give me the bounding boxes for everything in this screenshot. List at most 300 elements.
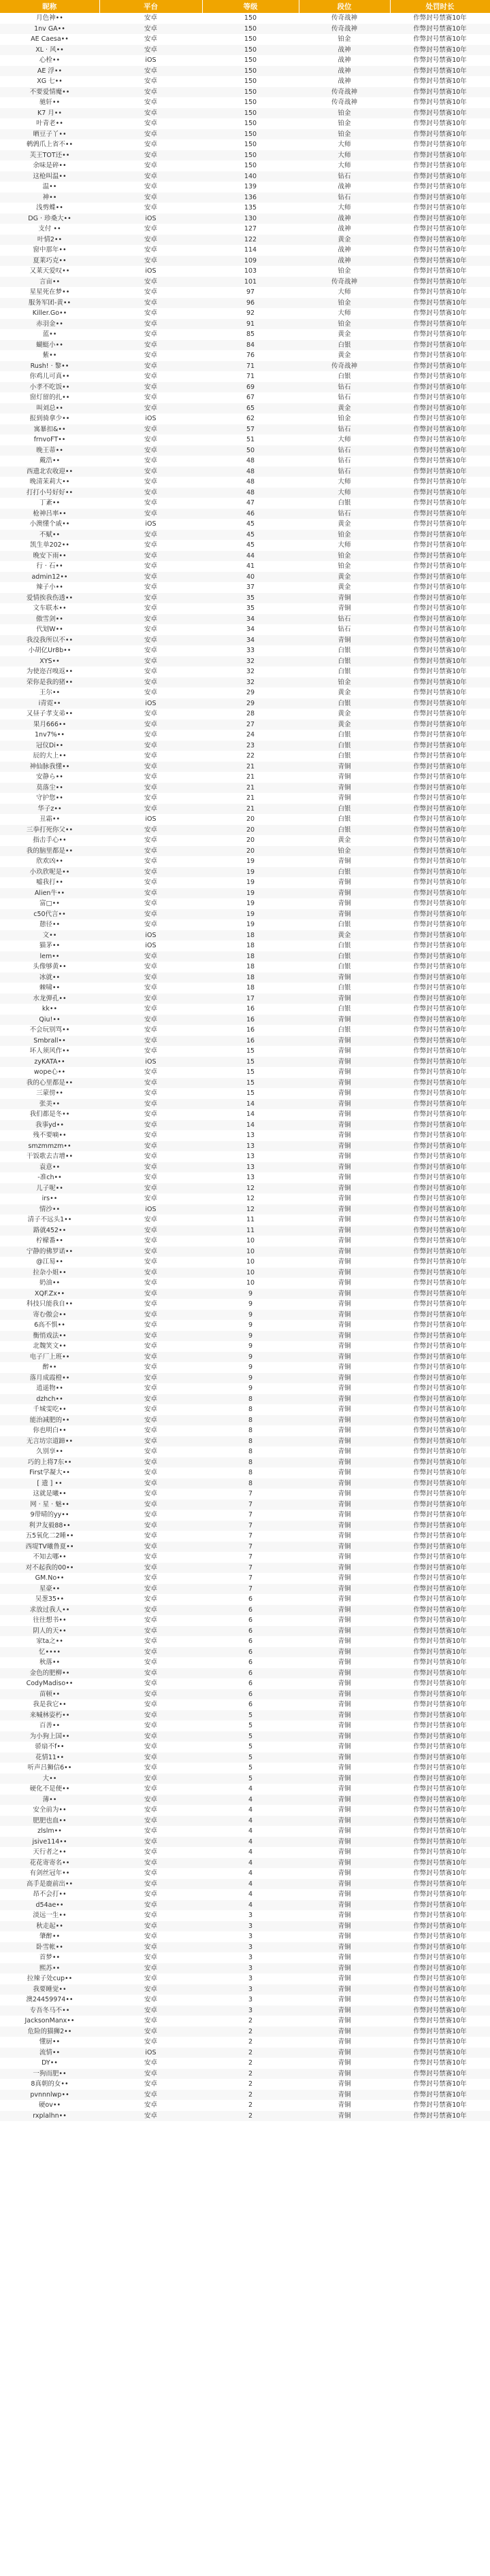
cell-rank: 传奇战神	[299, 87, 390, 98]
cell-platform: 安卓	[99, 2027, 202, 2037]
cell-level: 21	[246, 773, 255, 781]
cell-nickname: 秋走起••	[0, 1921, 99, 1932]
cell-penalty: 作弊封号禁赛10年	[390, 846, 490, 857]
cell-nickname: GM.No••	[35, 1574, 65, 1582]
cell-level: 8	[202, 1457, 299, 1468]
cell-level: 48	[246, 478, 255, 486]
cell-level: 150	[202, 87, 299, 98]
cell-penalty: 作弊封号禁赛10年	[390, 1078, 490, 1089]
cell-nickname: 星豪••	[0, 1584, 99, 1595]
cell-penalty: 作弊封号禁赛10年	[413, 1195, 467, 1202]
table-row	[0, 1183, 490, 1194]
cell-penalty: 作弊封号禁赛10年	[413, 2038, 467, 2046]
cell-rank: 青铜	[338, 1616, 351, 1624]
cell-level: 4	[248, 1785, 253, 1793]
cell-platform: 安卓	[99, 530, 202, 541]
cell-platform: 安卓	[144, 1595, 157, 1603]
cell-platform: 安卓	[144, 2017, 157, 2024]
table-row	[0, 561, 490, 572]
cell-platform: 安卓	[144, 1722, 157, 1729]
table-row	[0, 1995, 490, 2005]
cell-platform: iOS	[99, 1057, 202, 1068]
cell-nickname: 水龙弹孔••	[0, 994, 99, 1004]
cell-platform: 安卓	[99, 1668, 202, 1679]
cell-nickname: 骄扇不f••	[35, 1743, 65, 1750]
cell-penalty: 作弊封号禁赛10年	[390, 361, 490, 372]
table-row	[0, 361, 490, 372]
cell-platform: 安卓	[99, 403, 202, 414]
cell-platform: 安卓	[144, 120, 157, 127]
cell-nickname: 行 · 石••	[36, 562, 63, 570]
cell-rank: 青铜	[338, 858, 351, 865]
cell-rank: 青铜	[299, 1984, 390, 1995]
cell-penalty: 作弊封号禁赛10年	[390, 214, 490, 224]
table-row	[0, 235, 490, 245]
cell-rank: 青铜	[338, 1975, 351, 1982]
cell-level: 3	[248, 1975, 253, 1982]
cell-rank: 青铜	[338, 1574, 351, 1582]
cell-level: 69	[202, 382, 299, 393]
cell-penalty: 作弊封号禁赛10年	[390, 1415, 490, 1426]
cell-penalty: 作弊封号禁赛10年	[413, 1490, 467, 1497]
cell-rank: 铂金	[299, 846, 390, 857]
cell-rank: 白银	[338, 647, 351, 654]
cell-level: 21	[246, 794, 255, 802]
cell-level: 10	[246, 1279, 255, 1287]
cell-level: 11	[202, 1225, 299, 1236]
cell-rank: 青铜	[338, 1469, 351, 1476]
table-row	[0, 1563, 490, 1574]
cell-level: 12	[246, 1195, 255, 1202]
cell-rank: 铂金	[299, 677, 390, 688]
cell-platform: 安卓	[99, 1689, 202, 1700]
cell-rank: 青铜	[338, 1869, 351, 1877]
cell-platform: 安卓	[144, 562, 157, 570]
cell-level: 65	[202, 403, 299, 414]
cell-nickname: First学凝大••	[29, 1469, 70, 1476]
cell-rank: 铂金	[338, 35, 351, 43]
cell-penalty: 作弊封号禁赛10年	[390, 2069, 490, 2080]
cell-level: 2	[202, 2069, 299, 2080]
cell-penalty: 作弊封号禁赛10年	[413, 942, 467, 949]
cell-platform: 安卓	[144, 668, 157, 675]
cell-penalty: 作弊封号禁赛10年	[413, 1638, 467, 1645]
cell-penalty: 作弊封号禁赛10年	[390, 762, 490, 773]
cell-level: 27	[202, 719, 299, 730]
cell-level: 101	[202, 277, 299, 288]
cell-platform: 安卓	[99, 1415, 202, 1426]
table-row	[0, 1921, 490, 1932]
table-row	[0, 1731, 490, 1742]
cell-rank: 钻石	[299, 382, 390, 393]
cell-level: 7	[202, 1542, 299, 1553]
cell-level: 15	[246, 1047, 255, 1055]
cell-penalty: 作弊封号禁赛10年	[390, 951, 490, 962]
cell-level: 13	[246, 1153, 255, 1160]
cell-penalty: 作弊封号禁赛10年	[390, 1289, 490, 1300]
cell-platform: 安卓	[144, 1068, 157, 1076]
cell-penalty: 作弊封号禁赛10年	[413, 583, 467, 591]
cell-platform: 安卓	[99, 1563, 202, 1574]
cell-rank: 青铜	[299, 1036, 390, 1047]
cell-nickname: i青霓••	[0, 698, 99, 709]
cell-rank: 青铜	[299, 1352, 390, 1363]
cell-platform: 安卓	[144, 1975, 157, 1982]
cell-penalty: 作弊封号禁赛10年	[390, 192, 490, 203]
cell-platform: 安卓	[144, 1954, 157, 1961]
cell-platform: 安卓	[144, 478, 157, 486]
cell-level: 8	[202, 1478, 299, 1489]
table-row	[0, 2048, 490, 2058]
cell-penalty: 作弊封号禁赛10年	[413, 1342, 467, 1350]
cell-penalty: 作弊封号禁赛10年	[390, 1774, 490, 1784]
cell-rank: 铂金	[299, 298, 390, 309]
cell-rank: 黄金	[299, 403, 390, 414]
cell-rank: 青铜	[338, 1848, 351, 1856]
cell-level: 19	[246, 858, 255, 865]
cell-nickname: 安全前为••	[33, 1806, 67, 1814]
cell-level: 8	[248, 1469, 253, 1476]
cell-rank: 青铜	[338, 1490, 351, 1497]
cell-rank: 青铜	[299, 1478, 390, 1489]
cell-rank: 钻石	[299, 614, 390, 625]
header-nickname: 昵称	[0, 0, 99, 13]
table-row	[0, 1900, 490, 1911]
cell-penalty: 作弊封号禁赛10年	[413, 689, 467, 696]
cell-nickname: 1nv7%••	[35, 731, 65, 739]
cell-penalty: 作弊封号禁赛10年	[413, 373, 467, 380]
cell-level: 44	[202, 551, 299, 562]
cell-platform: 安卓	[144, 794, 157, 802]
cell-penalty: 作弊封号禁赛10年	[413, 921, 467, 928]
table-row	[0, 1141, 490, 1152]
cell-platform: iOS	[99, 930, 202, 941]
cell-penalty: 作弊封号禁赛10年	[413, 141, 467, 148]
cell-penalty: 作弊封号禁赛10年	[413, 752, 467, 760]
cell-platform: 安卓	[144, 2080, 157, 2088]
cell-penalty: 作弊封号禁赛10年	[390, 1731, 490, 1742]
cell-nickname: 富□••	[39, 900, 60, 907]
cell-penalty: 作弊封号禁赛10年	[390, 340, 490, 351]
cell-rank: 青铜	[299, 1289, 390, 1300]
cell-platform: 安卓	[99, 1331, 202, 1342]
cell-level: 10	[202, 1247, 299, 1257]
table-row	[0, 1067, 490, 1078]
cell-platform: 安卓	[99, 1099, 202, 1110]
cell-rank: 青铜	[299, 1015, 390, 1026]
cell-nickname: frnvoFT••	[33, 436, 66, 443]
cell-nickname: 醉••	[42, 1363, 57, 1371]
cell-penalty: 作弊封号禁赛10年	[413, 1237, 467, 1244]
cell-level: 15	[202, 1078, 299, 1089]
cell-platform: 安卓	[144, 1869, 157, 1877]
cell-platform: 安卓	[144, 35, 157, 43]
cell-nickname: Alien牛••	[0, 888, 99, 899]
cell-level: 45	[202, 530, 299, 541]
cell-platform: 安卓	[144, 541, 157, 549]
cell-nickname: 9带晴的yy••	[30, 1511, 69, 1519]
cell-nickname: 利尹友毅88••	[0, 1521, 99, 1531]
table-row	[0, 856, 490, 867]
cell-level: 7	[248, 1490, 253, 1497]
cell-nickname: 赤羽金••	[0, 319, 99, 330]
cell-platform: 安卓	[99, 825, 202, 836]
cell-nickname: 三蒙傍••	[36, 1089, 63, 1097]
table-row	[0, 1721, 490, 1731]
cell-level: 45	[246, 520, 255, 528]
cell-penalty: 作弊封号禁赛10年	[390, 656, 490, 667]
cell-platform: 安卓	[144, 1089, 157, 1097]
cell-rank: 钻石	[299, 509, 390, 520]
cell-level: 51	[246, 436, 255, 443]
cell-nickname: 五5氧化二2睡••	[25, 1532, 74, 1540]
cell-nickname: AE 浮••	[0, 66, 99, 77]
cell-platform: 安卓	[144, 626, 157, 633]
cell-platform: 安卓	[99, 1584, 202, 1595]
table-row	[0, 919, 490, 930]
cell-level: 85	[246, 331, 255, 338]
cell-penalty: 作弊封号禁赛10年	[413, 246, 467, 254]
cell-nickname: 阴人的天••	[0, 1626, 99, 1637]
cell-penalty: 作弊封号禁赛10年	[390, 1605, 490, 1616]
cell-level: 9	[202, 1373, 299, 1384]
cell-level: 103	[244, 267, 257, 275]
table-row	[0, 1784, 490, 1795]
table-row	[0, 1942, 490, 1953]
cell-nickname: 花情11••	[0, 1752, 99, 1763]
table-row	[0, 277, 490, 288]
cell-nickname: 大••	[0, 1774, 99, 1784]
cell-platform: 安卓	[99, 488, 202, 498]
cell-rank: 战神	[299, 66, 390, 77]
cell-nickname: 逍遥物••	[36, 1385, 63, 1392]
cell-nickname: 辣子小••	[36, 583, 63, 591]
cell-platform: 安卓	[99, 719, 202, 730]
cell-nickname: 我是我它••	[33, 1701, 67, 1708]
cell-level: 18	[246, 984, 255, 992]
cell-platform: 安卓	[99, 298, 202, 309]
table-row	[0, 1109, 490, 1120]
cell-nickname: pvnnnlwp••	[0, 2090, 99, 2101]
table-row	[0, 1373, 490, 1384]
table-row	[0, 1542, 490, 1553]
cell-penalty: 作弊封号禁赛10年	[390, 488, 490, 498]
cell-penalty: 作弊封号禁赛10年	[390, 1373, 490, 1384]
cell-nickname: 窗灯留的扎••	[29, 394, 70, 401]
cell-nickname: 神仙脉我懂••	[0, 762, 99, 773]
table-row	[0, 1699, 490, 1710]
cell-level: 19	[246, 921, 255, 928]
cell-level: 97	[246, 288, 255, 296]
cell-platform: 安卓	[144, 1827, 157, 1835]
cell-nickname: XG 七••	[37, 78, 63, 85]
cell-penalty: 作弊封号禁赛10年	[390, 171, 490, 182]
cell-rank: 青铜	[299, 1057, 390, 1068]
cell-penalty: 作弊封号禁赛10年	[413, 1216, 467, 1223]
cell-platform: 安卓	[144, 1005, 157, 1013]
cell-platform: iOS	[145, 56, 157, 64]
table-row	[0, 24, 490, 35]
header-level: 等级	[202, 0, 299, 13]
cell-platform: 安卓	[99, 1710, 202, 1721]
cell-nickname: 憩径••	[39, 921, 61, 928]
table-row	[0, 456, 490, 467]
cell-nickname: XL · 风••	[0, 45, 99, 56]
cell-nickname: 熙苏••	[0, 1963, 99, 1974]
cell-level: 16	[202, 1036, 299, 1047]
cell-level: 20	[246, 836, 255, 844]
cell-level: 3	[202, 2005, 299, 2016]
cell-penalty: 作弊封号禁赛10年	[413, 478, 467, 486]
cell-nickname: 专吾冬马不••	[0, 2005, 99, 2016]
cell-rank: 青铜	[338, 900, 351, 907]
cell-level: 5	[248, 1743, 253, 1750]
table-row	[0, 582, 490, 593]
cell-platform: 安卓	[144, 1891, 157, 1898]
cell-penalty: 作弊封号禁赛10年	[413, 14, 467, 22]
cell-level: 37	[246, 583, 255, 591]
cell-nickname: 家ta之••	[36, 1638, 63, 1645]
cell-penalty: 作弊封号禁赛10年	[390, 1689, 490, 1700]
table-row	[0, 1605, 490, 1616]
table-row	[0, 1879, 490, 1890]
cell-penalty: 作弊封号禁赛10年	[390, 614, 490, 625]
cell-nickname: 头像够黄••	[33, 963, 67, 970]
cell-rank: 大师	[299, 150, 390, 161]
cell-level: 10	[246, 1258, 255, 1266]
cell-nickname: 又莱天爱叹••	[29, 267, 70, 275]
cell-rank: 大师	[338, 436, 351, 443]
cell-nickname: 电子厂上班••	[0, 1352, 99, 1363]
cell-platform: 安卓	[99, 867, 202, 878]
cell-penalty: 作弊封号禁赛10年	[390, 445, 490, 456]
cell-platform: 安卓	[99, 1289, 202, 1300]
header-rank: 段位	[299, 0, 390, 13]
table-row	[0, 329, 490, 340]
cell-nickname: 蓝••	[42, 331, 57, 338]
cell-level: 4	[248, 1869, 253, 1877]
cell-level: 136	[202, 192, 299, 203]
cell-level: 19	[202, 867, 299, 878]
table-body	[0, 13, 490, 2121]
cell-platform: 安卓	[144, 1638, 157, 1645]
cell-nickname: 爱情挨我伤透••	[0, 593, 99, 604]
cell-rank: 青铜	[299, 1647, 390, 1658]
cell-rank: 大师	[338, 162, 351, 169]
cell-rank: 白银	[338, 752, 351, 760]
header-penalty: 处罚时长	[390, 0, 490, 13]
cell-rank: 青铜	[299, 1373, 390, 1384]
cell-platform: 安卓	[144, 1111, 157, 1118]
cell-penalty: 作弊封号禁赛10年	[390, 1542, 490, 1553]
cell-penalty: 作弊封号禁赛10年	[413, 1553, 467, 1561]
cell-rank: 黄金	[299, 930, 390, 941]
cell-nickname: 宁静的佛罗诺••	[0, 1247, 99, 1257]
cell-nickname: 我事yd••	[0, 1120, 99, 1131]
cell-rank: 钻石	[299, 467, 390, 477]
cell-nickname: 支付 ••	[38, 225, 61, 233]
cell-platform: 安卓	[99, 1478, 202, 1489]
cell-rank: 大师	[338, 541, 351, 549]
table-row	[0, 2027, 490, 2037]
cell-penalty: 作弊封号禁赛10年	[413, 1595, 467, 1603]
cell-penalty: 作弊封号禁赛10年	[413, 1511, 467, 1519]
cell-rank: 青铜	[299, 1394, 390, 1405]
cell-level: 15	[246, 1068, 255, 1076]
cell-level: 33	[246, 647, 255, 654]
cell-rank: 黄金	[338, 520, 351, 528]
cell-level: 4	[202, 1900, 299, 1911]
cell-level: 18	[202, 951, 299, 962]
table-row	[0, 382, 490, 393]
cell-nickname: 星星死在梦••	[29, 288, 70, 296]
table-row	[0, 1383, 490, 1394]
cell-nickname: 求放过我人••	[0, 1605, 99, 1616]
cell-platform: 安卓	[99, 2069, 202, 2080]
table-row	[0, 1457, 490, 1468]
cell-rank: 青铜	[338, 1237, 351, 1244]
cell-penalty: 作弊封号禁赛10年	[413, 2059, 467, 2067]
cell-nickname: Rush! · 黎••	[0, 361, 99, 372]
cell-nickname: 不知去哪••	[33, 1553, 67, 1561]
cell-penalty: 作弊封号禁赛10年	[413, 710, 467, 717]
cell-platform: 安卓	[144, 1279, 157, 1287]
cell-platform: 安卓	[99, 256, 202, 267]
table-header	[0, 0, 490, 13]
cell-nickname: 温••	[42, 183, 57, 190]
table-row	[0, 888, 490, 899]
cell-nickname: 8真朝的女••	[31, 2080, 69, 2088]
table-row	[0, 1278, 490, 1289]
cell-rank: 青铜	[299, 2005, 390, 2016]
cell-level: 62	[246, 415, 255, 422]
cell-platform: 安卓	[99, 951, 202, 962]
cell-nickname: 我要睡觉••	[0, 1984, 99, 1995]
cell-level: 150	[244, 14, 257, 22]
table-row	[0, 1394, 490, 1405]
cell-level: 4	[248, 1827, 253, 1835]
cell-rank: 黄金	[338, 836, 351, 844]
cell-penalty: 作弊封号禁赛10年	[390, 1057, 490, 1068]
cell-penalty: 作弊封号禁赛10年	[413, 120, 467, 127]
cell-penalty: 作弊封号禁赛10年	[413, 1848, 467, 1856]
cell-rank: 白银	[338, 373, 351, 380]
cell-platform: 安卓	[99, 2111, 202, 2122]
table-row	[0, 1626, 490, 1637]
cell-penalty: 作弊封号禁赛10年	[413, 288, 467, 296]
cell-platform: 安卓	[144, 963, 157, 970]
cell-nickname: 冰就••	[0, 972, 99, 983]
cell-platform: 安卓	[99, 783, 202, 794]
table-row	[0, 877, 490, 888]
cell-platform: 安卓	[144, 1448, 157, 1455]
table-row	[0, 635, 490, 646]
cell-penalty: 作弊封号禁赛10年	[413, 78, 467, 85]
cell-level: 7	[248, 1532, 253, 1540]
cell-platform: 安卓	[144, 1216, 157, 1223]
table-row	[0, 424, 490, 435]
cell-penalty: 作弊封号禁赛10年	[413, 225, 467, 233]
table-row	[0, 762, 490, 773]
cell-nickname: 百善••	[39, 1722, 61, 1729]
cell-penalty: 作弊封号禁赛10年	[390, 867, 490, 878]
table-row	[0, 814, 490, 825]
cell-rank: 战神	[338, 225, 351, 233]
cell-nickname: Smbrall••	[0, 1036, 99, 1047]
cell-level: 4	[202, 1795, 299, 1806]
cell-platform: 安卓	[99, 1816, 202, 1827]
cell-level: 8	[248, 1448, 253, 1455]
